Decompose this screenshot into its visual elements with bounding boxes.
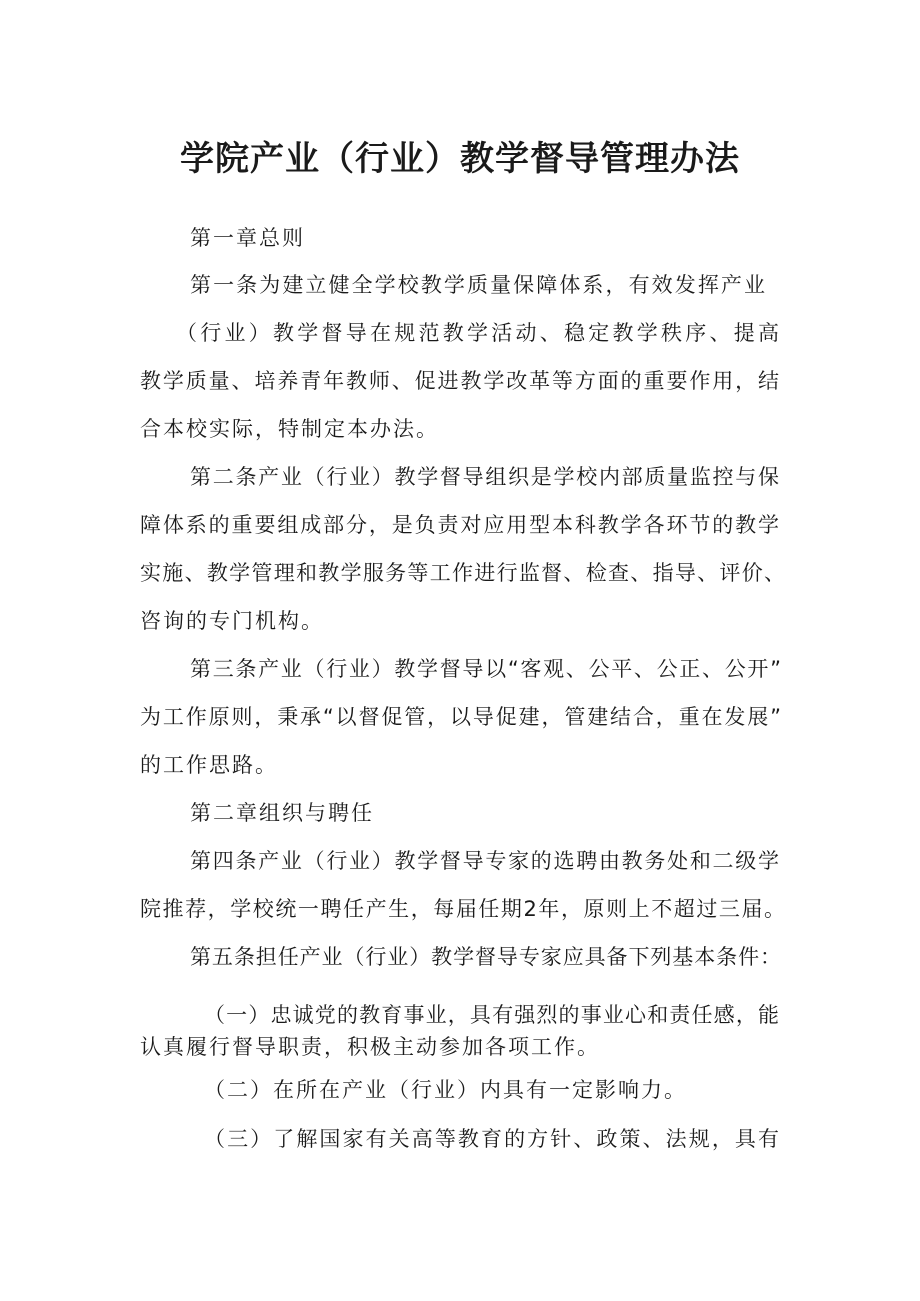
body-line: 第五条担任产业（行业）教学督导专家应具备下列基本条件： <box>190 945 782 969</box>
body-line: 合本校实际，特制定本办法。 <box>140 417 439 441</box>
body-line: 第二章组织与聘任 <box>190 801 374 825</box>
body-line: （二）在所在产业（行业）内具有一定影响力。 <box>204 1078 687 1102</box>
body-line: 为工作原则，秉承“以督促管，以导促建，管建结合，重在发展” <box>140 705 783 729</box>
body-line: 障体系的重要组成部分，是负责对应用型本科教学各环节的教学 <box>140 513 781 537</box>
body-line: 第三条产业（行业）教学督导以“客观、公平、公正、公开” <box>190 657 783 681</box>
body-line: 第一条为建立健全学校教学质量保障体系，有效发挥产业 <box>190 273 768 297</box>
body-line: 认真履行督导职责，积极主动参加各项工作。 <box>140 1035 600 1059</box>
body-line: （三）了解国家有关高等教育的方针、政策、法规，具有 <box>204 1127 782 1151</box>
body-line: 的工作思路。 <box>140 753 278 777</box>
body-line: 咨询的专门机构。 <box>140 609 324 633</box>
body-line: （行业）教学督导在规范教学活动、稳定教学秩序、提高 <box>176 321 783 345</box>
body-line: 第二条产业（行业）教学督导组织是学校内部质量监控与保 <box>190 465 781 489</box>
body-line: （一）忠诚党的教育事业，具有强烈的事业心和责任感，能 <box>204 1003 781 1027</box>
body-line: 院推荐，学校统一聘任产生，每届任期2年，原则上不超过三届。 <box>140 897 787 921</box>
document-title: 学院产业（行业）教学督导管理办法 <box>180 139 740 179</box>
body-line: 教学质量、培养青年教师、促进教学改革等方面的重要作用，结 <box>140 369 781 393</box>
body-line: 第一章总则 <box>190 226 305 250</box>
body-line: 第四条产业（行业）教学督导专家的选聘由教务处和二级学 <box>190 849 781 873</box>
body-line: 实施、教学管理和教学服务等工作进行监督、检查、指导、评价、 <box>140 561 787 585</box>
